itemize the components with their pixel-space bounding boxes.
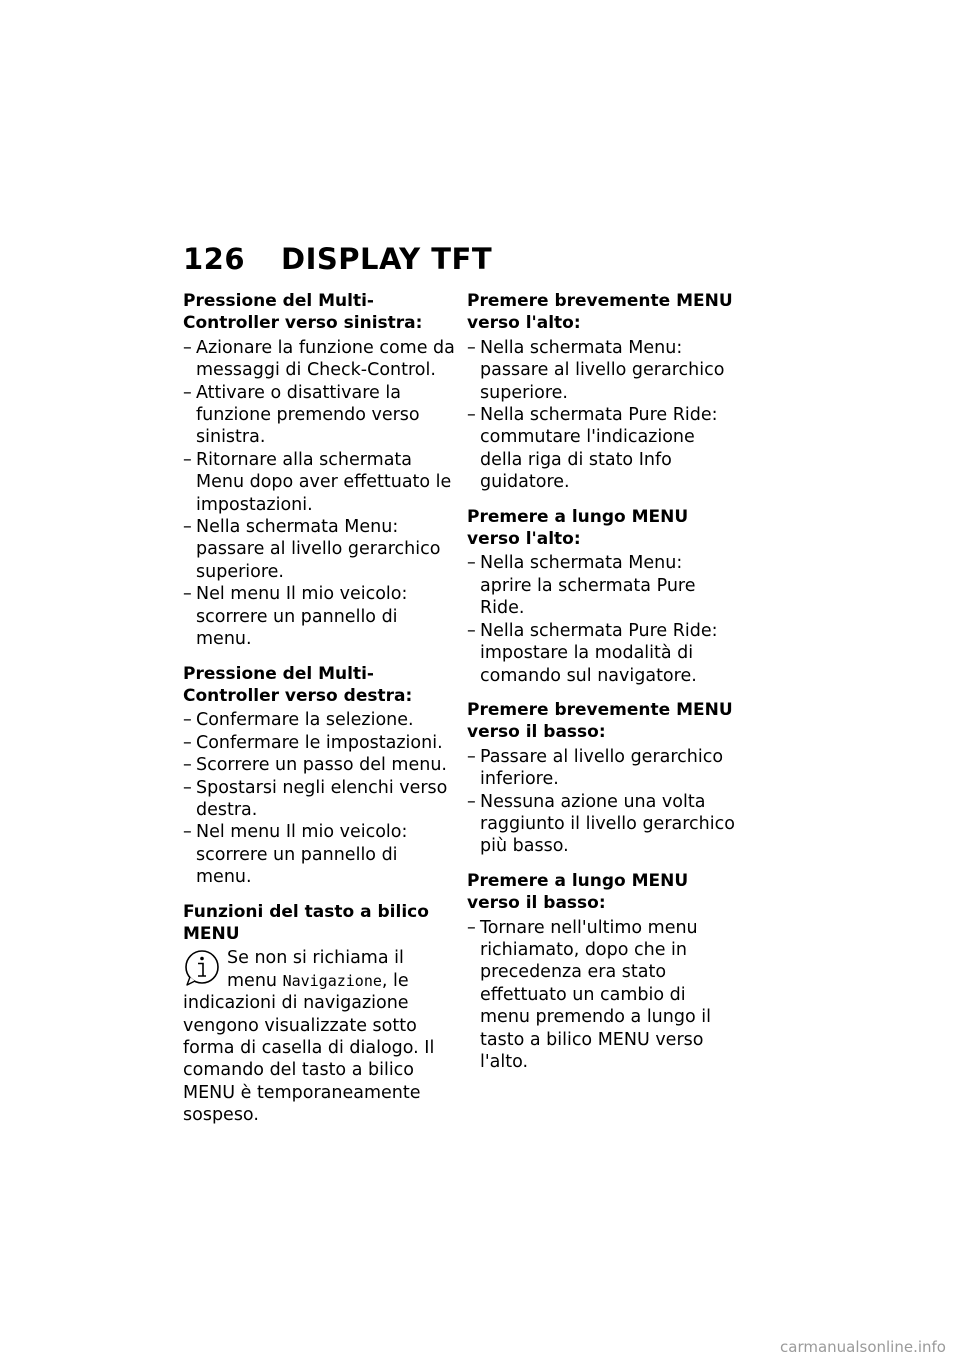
section-heading: Premere brevemente MENU verso l'alto: <box>467 291 733 334</box>
list-item: – Confermare la selezione. <box>183 709 455 731</box>
list-item: – Nella schermata Pure Ride: commutare l'indicazione della riga di stato Info guidatore. <box>467 404 739 494</box>
section-right-2 <box>467 506 739 687</box>
list-item: – Scorrere un passo del menu. <box>183 754 455 776</box>
list-item: – Passare al livello gerarchico inferiore. <box>467 746 739 791</box>
section-menu-functions <box>183 901 455 1127</box>
section-right-1 <box>467 290 739 494</box>
list-item: – Nel menu Il mio veicolo: scorrere un pannello di menu. <box>183 583 455 650</box>
list-item: – Nella schermata Menu: aprire la schermata Pure Ride. <box>467 552 739 619</box>
section-left-2 <box>183 663 455 889</box>
item-list <box>467 746 739 858</box>
item-list <box>183 337 455 651</box>
section-heading: Pressione del Multi-Controller verso destra: <box>183 663 413 706</box>
list-item: – Attivare o disattivare la funzione premendo verso sinistra. <box>183 382 455 449</box>
list-item: – Nella schermata Menu: passare al livello gerarchico superiore. <box>183 516 455 583</box>
item-list <box>467 337 739 494</box>
note-text-continued: , le indicazioni di navigazione vengono visualizzate sotto forma di casella di dialogo. Il comando del tasto a bilico MENU è temporaneamente sospeso. <box>183 970 435 1126</box>
list-item: – Nella schermata Menu: passare al livello gerarchico superiore. <box>467 337 739 404</box>
section-heading: Premere a lungo MENU verso il basso: <box>467 870 689 914</box>
note-menu-name: Navigazione <box>282 971 382 990</box>
list-item: – Confermare le impostazioni. <box>183 732 455 754</box>
section-heading: Funzioni del tasto a bilico MENU <box>183 901 429 944</box>
info-icon <box>183 947 221 987</box>
note-text: Se non si richiama il menu <box>227 948 404 991</box>
section-right-4 <box>467 870 739 1074</box>
item-list <box>467 552 739 686</box>
left-column <box>183 290 455 1139</box>
section-heading: Premere a lungo MENU verso l'alto: <box>467 506 689 550</box>
item-list <box>183 709 455 888</box>
section-heading: Premere brevemente MENU verso il basso: <box>467 699 733 743</box>
page-title: DISPLAY TFT <box>281 242 493 276</box>
right-column <box>467 290 739 1085</box>
list-item: – Azionare la funzione come da messaggi di Check-Control. <box>183 337 455 382</box>
list-item: – Spostarsi negli elenchi verso destra. <box>183 777 455 822</box>
section-heading: Pressione del Multi-Controller verso sinistra: <box>183 291 423 334</box>
watermark: carmanualsonline.info <box>780 1338 946 1356</box>
list-item: – Tornare nell'ultimo menu richiamato, dopo che in precedenza era stato effettuato un cambio di menu premendo a lungo il tasto a bilico MENU verso l'alto. <box>467 917 739 1074</box>
section-left-1 <box>183 290 455 651</box>
page-header <box>183 242 492 276</box>
page-number: 126 <box>183 242 246 276</box>
info-note <box>183 947 455 1126</box>
section-right-3 <box>467 699 739 858</box>
list-item: – Nel menu Il mio veicolo: scorrere un pannello di menu. <box>183 821 455 888</box>
list-item: – Nella schermata Pure Ride: impostare la modalità di comando sul navigatore. <box>467 620 739 687</box>
list-item: – Nessuna azione una volta raggiunto il livello gerarchico più basso. <box>467 791 739 858</box>
list-item: – Ritornare alla schermata Menu dopo aver effettuato le impostazioni. <box>183 449 455 516</box>
item-list <box>467 917 739 1074</box>
